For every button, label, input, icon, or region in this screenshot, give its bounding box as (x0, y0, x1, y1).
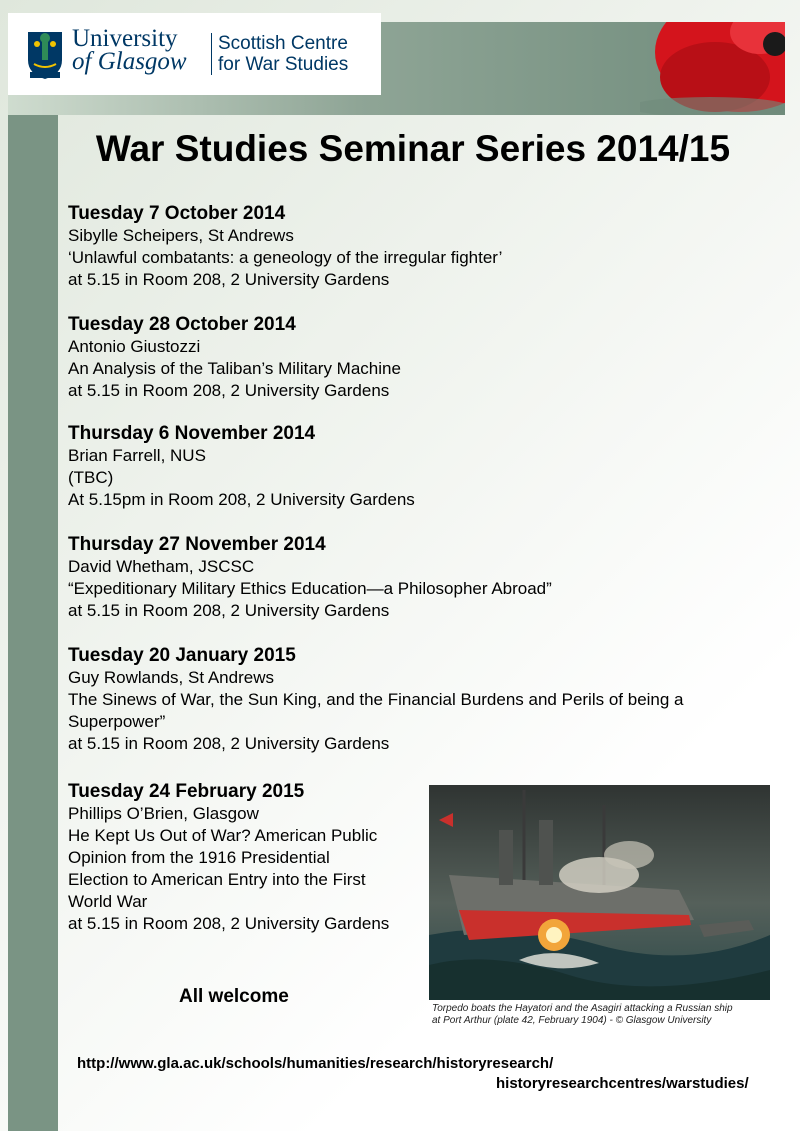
seminar-speaker: Antonio Giustozzi (68, 337, 201, 356)
image-caption-line-1: Torpedo boats the Hayatori and the Asagiri attacking a Russian ship (432, 1003, 733, 1014)
logo-divider (211, 33, 212, 75)
seminar-venue: at 5.15 in Room 208, 2 University Gardens (68, 734, 390, 753)
side-bar (8, 115, 58, 1131)
seminar-topic-continued: Superpower” (68, 712, 166, 731)
seminar-topic: (TBC) (68, 468, 114, 487)
centre-line-2: for War Studies (218, 54, 349, 75)
seminar-topic-continued: Election to American Entry into the First (68, 870, 366, 889)
seminar-topic: ‘Unlawful combatants: a geneology of the irregular fighter’ (68, 248, 503, 267)
seminar-topic-continued: World War (68, 892, 148, 911)
seminar-topic: The Sinews of War, the Sun King, and the Financial Burdens and Perils of being a (68, 690, 684, 709)
seminar-venue: at 5.15 in Room 208, 2 University Gardens (68, 914, 390, 933)
seminar-entry (68, 644, 768, 755)
seminar-topic: “Expeditionary Military Ethics Education—a Philosopher Abroad” (68, 579, 552, 598)
seminar-speaker: Brian Farrell, NUS (68, 446, 206, 465)
seminar-topic: An Analysis of the Taliban’s Military Machine (68, 359, 401, 378)
seminar-venue: At 5.15pm in Room 208, 2 University Gardens (68, 490, 415, 509)
torpedo-boat-painting (429, 785, 770, 1000)
seminar-date: Tuesday 28 October 2014 (68, 314, 296, 335)
website-url-line-1: http://www.gla.ac.uk/schools/humanities/research/historyresearch/ (77, 1055, 554, 1072)
seminar-speaker: Sibylle Scheipers, St Andrews (68, 226, 294, 245)
image-caption-line-2: at Port Arthur (plate 42, February 1904) - © Glasgow University (432, 1015, 712, 1026)
all-welcome-text: All welcome (179, 986, 289, 1007)
seminar-date: Tuesday 7 October 2014 (68, 203, 286, 224)
seminar-topic-continued: Opinion from the 1916 Presidential (68, 848, 330, 867)
seminar-speaker: Guy Rowlands, St Andrews (68, 668, 274, 687)
seminar-entry (68, 780, 428, 935)
seminar-entry (68, 202, 502, 291)
image-caption (432, 1003, 772, 1027)
university-logo-text (72, 27, 212, 73)
seminar-date: Thursday 6 November 2014 (68, 423, 316, 444)
seminar-venue: at 5.15 in Room 208, 2 University Gardens (68, 270, 390, 289)
centre-logo-text (218, 33, 378, 75)
poppy-image (640, 22, 785, 115)
seminar-entry (68, 533, 552, 622)
seminar-venue: at 5.15 in Room 208, 2 University Gardens (68, 381, 390, 400)
website-url-line-2: historyresearchcentres/warstudies/ (496, 1075, 749, 1092)
seminar-topic: He Kept Us Out of War? American Public (68, 826, 378, 845)
university-line-2: of Glasgow (72, 48, 187, 75)
seminar-date: Tuesday 20 January 2015 (68, 645, 296, 666)
seminar-speaker: Phillips O’Brien, Glasgow (68, 804, 259, 823)
seminar-entry (68, 313, 401, 402)
seminar-speaker: David Whetham, JSCSC (68, 557, 255, 576)
seminar-date: Thursday 27 November 2014 (68, 534, 326, 555)
centre-line-1: Scottish Centre (218, 33, 348, 54)
seminar-date: Tuesday 24 February 2015 (68, 781, 305, 802)
page-title: War Studies Seminar Series 2014/15 (95, 128, 731, 169)
seminar-venue: at 5.15 in Room 208, 2 University Gardens (68, 601, 390, 620)
university-line-1: University (72, 25, 178, 52)
seminar-entry (68, 422, 415, 511)
university-crest-icon (26, 30, 64, 80)
